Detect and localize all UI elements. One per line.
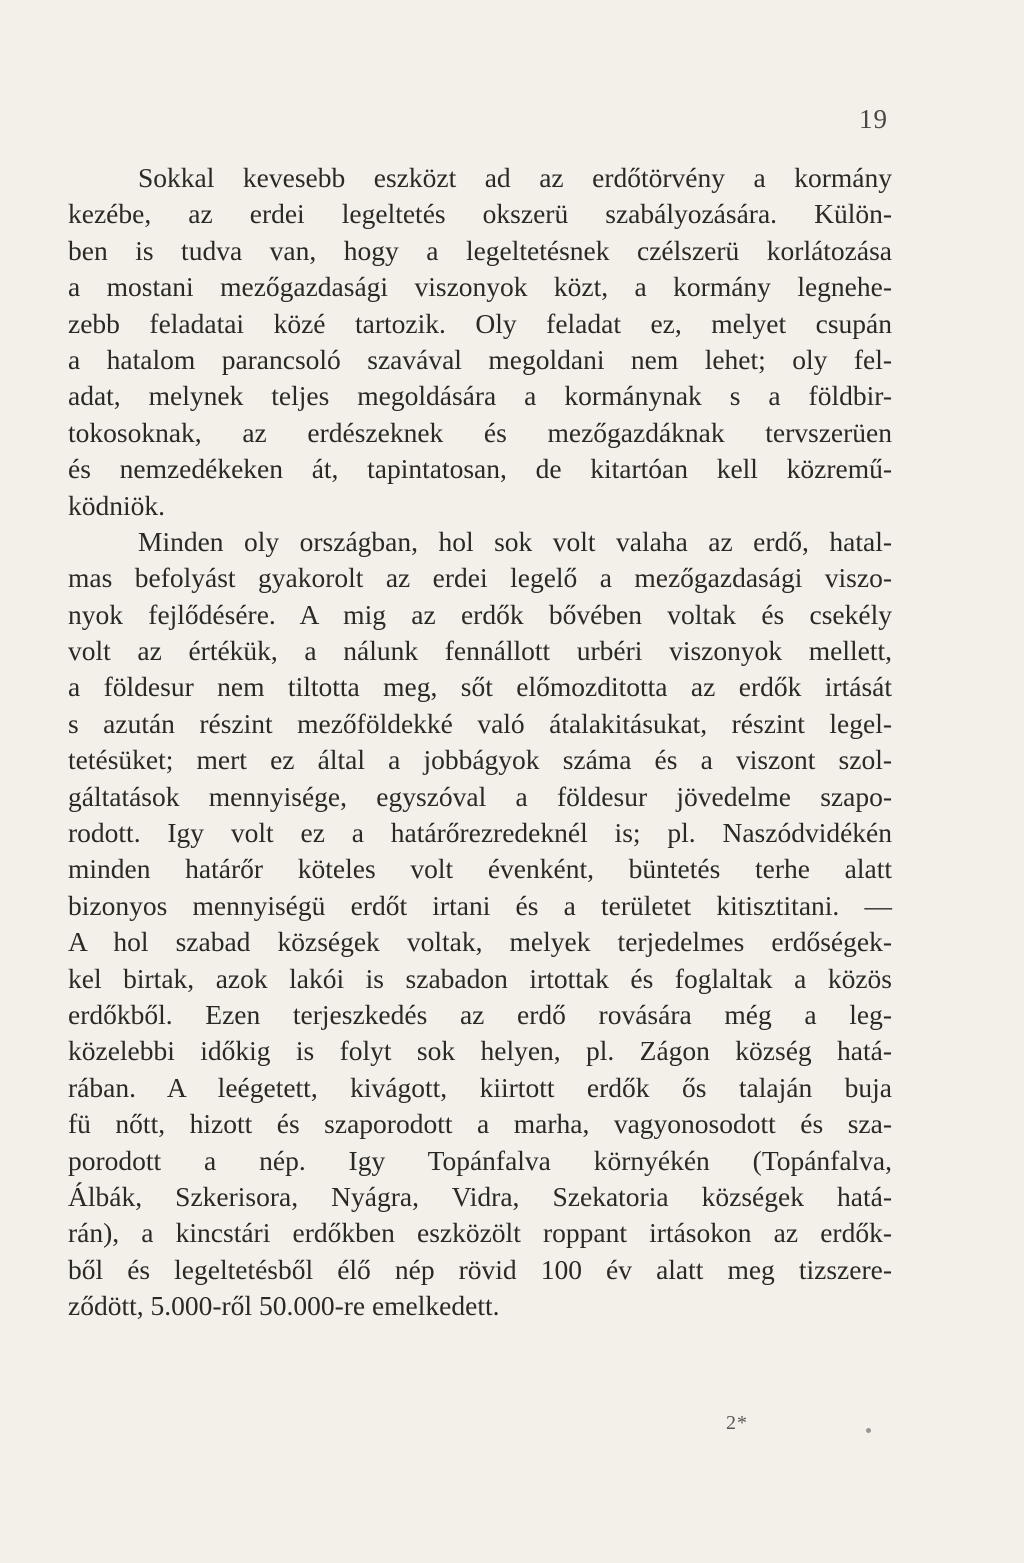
text-line: A hol szabad községek voltak, melyek terjedelmes erdőségek- [68,926,892,958]
text-line: s azután részint mezőföldekké való átalakitásukat, részint legel- [68,707,892,739]
text-line: nyok fejlődésére. A mig az erdők bővében voltak és csekély [68,598,892,630]
text-line: Álbák, Szkerisora, Nyágra, Vidra, Szekatoria községek hatá- [68,1180,892,1212]
text-line: ködniök. [68,489,166,521]
text-line: Minden oly országban, hol sok volt valaha az erdő, hatal- [138,525,892,557]
text-line: mas befolyást gyakorolt az erdei legelő a mezőgazdasági viszo- [68,562,892,594]
body-text [68,160,892,1325]
text-line: és nemzedékeken át, tapintatosan, de kitartóan kell közremű- [68,453,892,485]
text-line: a földesur nem tiltotta meg, sőt előmozditotta az erdők irtását [68,671,892,703]
text-line: erdőkből. Ezen terjeszkedés az erdő rovására még a leg- [68,998,892,1030]
text-line: porodott a nép. Igy Topánfalva környékén (Topánfalva, [68,1144,892,1176]
printer-signature-mark: 2* [726,1412,748,1434]
text-line: a hatalom parancsoló szavával megoldani nem lehet; oly fel- [68,343,892,375]
text-line: bizonyos mennyiségü erdőt irtani és a területet kitisztitani. — [68,889,892,921]
page-number: 19 [859,104,888,134]
text-line: rában. A leégetett, kivágott, kiirtott erdők ős talaján buja [68,1071,892,1103]
text-line: ből és legeltetésből élő nép rövid 100 év alatt meg tizszere- [68,1253,892,1285]
text-line: ben is tudva van, hogy a legeltetésnek czélszerü korlátozása [68,234,892,266]
text-line: Sokkal kevesebb eszközt ad az erdőtörvény a kormány [138,162,892,193]
text-line: adat, melynek teljes megoldására a kormánynak s a földbir- [68,380,892,412]
text-line: közelebbi időkig is folyt sok helyen, pl. Zágon község hatá- [68,1035,892,1067]
ink-speck [866,1428,871,1433]
text-line: gáltatások mennyisége, egyszóval a földesur jövedelme szapo- [68,780,892,812]
text-line: volt az értékük, a nálunk fennállott urbéri viszonyok mellett, [68,635,892,667]
text-line: kezébe, az erdei legeltetés okszerü szabályozására. Külön- [68,198,892,230]
text-line: rán), a kincstári erdőkben eszközölt roppant irtásokon az erdők- [68,1217,892,1249]
text-line: tetésüket; mert ez által a jobbágyok száma és a viszont szol- [68,744,892,776]
text-line: minden határőr köteles volt évenként, büntetés terhe alatt [68,853,892,885]
text-line: zebb feladatai közé tartozik. Oly feladat ez, melyet csupán [68,307,892,339]
text-line: rodott. Igy volt ez a határőrezredeknél is; pl. Naszódvidékén [68,817,892,849]
text-line: kel birtak, azok lakói is szabadon irtottak és foglaltak a közös [68,962,892,994]
text-line: tokosoknak, az erdészeknek és mezőgazdáknak tervszerüen [68,416,892,448]
text-line: fü nőtt, hizott és szaporodott a marha, vagyonosodott és sza- [68,1108,892,1140]
text-line: a mostani mezőgazdasági viszonyok közt, a kormány legnehe- [68,271,892,303]
text-line: ződött, 5.000-ről 50.000-re emelkedett. [68,1290,500,1322]
